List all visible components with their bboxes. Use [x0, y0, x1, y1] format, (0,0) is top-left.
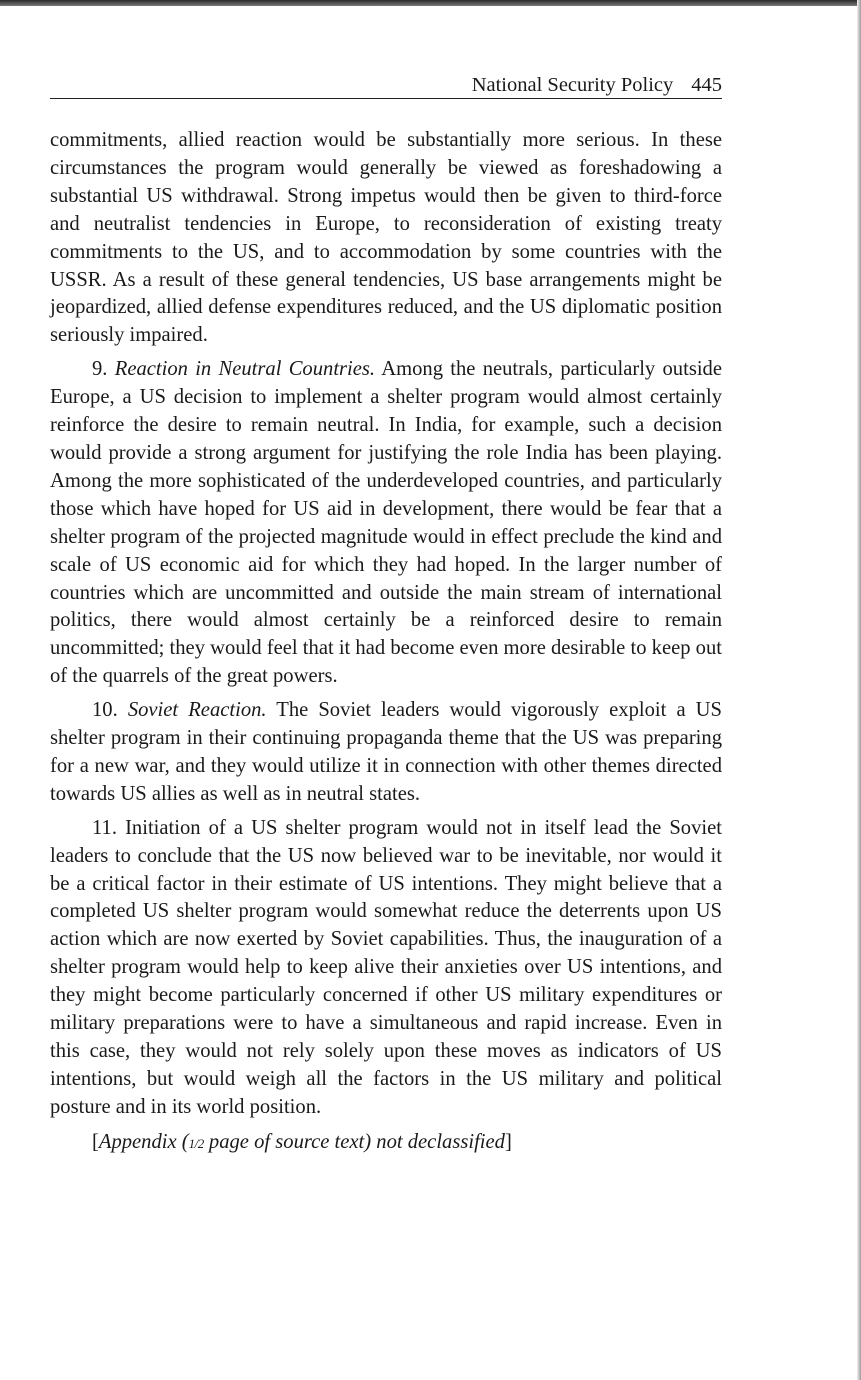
note-close-bracket: ] — [504, 1130, 512, 1153]
note-text-before: Appendix ( — [98, 1130, 189, 1153]
paragraph-text: commitments, allied reaction would be substantially more serious. In these circumstances the program would generally be viewed as foreshadowing a substantial US withdrawal. Strong impetus would then be given to third-force and neutralist tendencies in Europe, to reconsideration of existing treaty commitments to the US, and to accommodation by some countries with the USSR. As a result of these general tendencies, US base arrangements might be jeopardized, allied defense expenditures reduced, and the US diplomatic position seriously impaired. — [50, 129, 722, 347]
paragraph-11 — [50, 815, 722, 1122]
paragraph-number: 9. — [92, 358, 108, 381]
scan-top-edge — [0, 0, 861, 6]
paragraph-10 — [50, 697, 722, 809]
paragraph-number: 11. — [92, 816, 117, 839]
paragraph-text: Initiation of a US shelter program would not in itself lead the Soviet leaders to conclude that the US now believed war to be inevitable, nor would it be a critical factor in their estimate of US intentions. They might believe that a completed US shelter program would somewhat reduce the deterrents upon US action which are now exerted by Soviet capabilities. Thus, the inauguration of a shelter program would help to keep alive their anxieties over US intentions, and they might become particularly concerned if other US military expenditures or military preparations were to have a simultaneous and rapid increase. Even in this case, they would not rely solely upon these moves as indicators of US intentions, but would weigh all the factors in the US military and political posture and in its world position. — [50, 816, 722, 1118]
paragraph-heading: Soviet Reaction. — [127, 699, 267, 722]
paragraph-continued — [50, 127, 722, 350]
paragraph-text: The Soviet leaders would vigorously exploit a US shelter program in their continuing propaganda theme that the US was preparing for a new war, and they would utilize it in connection with other themes directed towards US allies as well as in neutral states. — [50, 699, 722, 805]
page-number: 445 — [691, 74, 722, 96]
note-fraction: 1/2 — [188, 1135, 204, 1151]
note-open-bracket: [ — [92, 1130, 99, 1153]
running-title: National Security Policy — [471, 74, 674, 96]
paragraph-number: 10. — [92, 699, 118, 722]
paragraph-heading: Reaction in Neutral Countries. — [114, 358, 376, 381]
paragraph-9 — [50, 356, 722, 691]
body-text — [50, 127, 722, 1158]
note-text-after: page of source text) not declassified — [203, 1130, 505, 1153]
scan-right-edge — [857, 0, 861, 1380]
running-head — [50, 72, 722, 99]
editorial-note — [50, 1128, 722, 1158]
paragraph-text: Among the neutrals, particularly outside Europe, a US decision to implement a shelter program would almost certainly reinforce the desire to remain neutral. In India, for example, such a decision would provide a strong argument for justifying the role India has been playing. Among the more sophisticated of the underdeveloped countries, and particularly those which have hoped for US aid in development, there would be fear that a shelter program of the projected magnitude would in effect preclude the kind and scale of US economic aid for which they had hoped. In the larger number of countries which are uncommitted and outside the main stream of international politics, there would almost certainly be a reinforced desire to remain uncommitted; they would feel that it had become even more desirable to keep out of the quarrels of the great powers. — [50, 358, 722, 688]
